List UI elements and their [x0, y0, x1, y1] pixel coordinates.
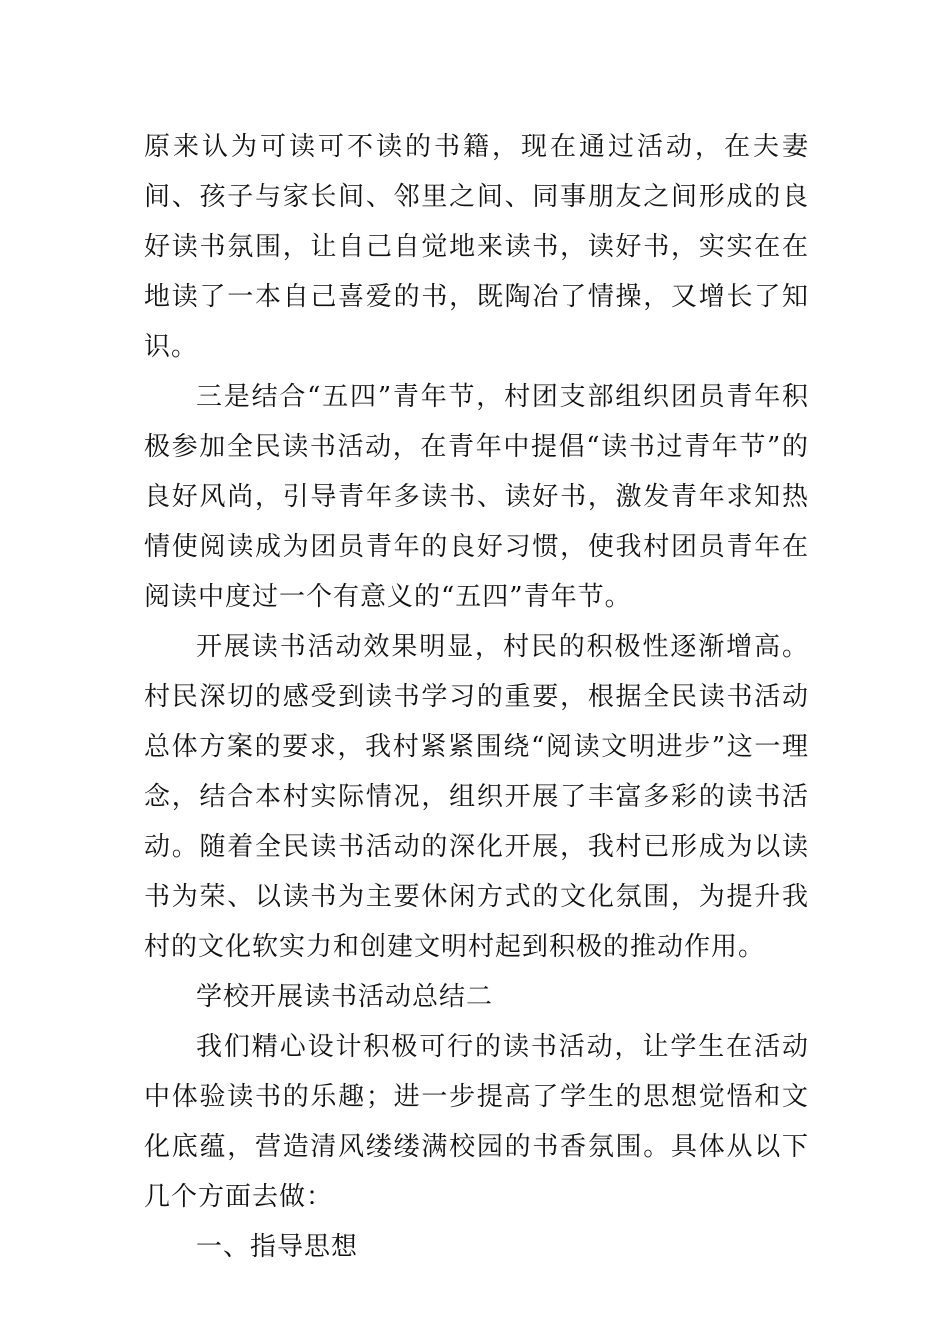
paragraph-results: 开展读书活动效果明显，村民的积极性逐渐增高。村民深切的感受到读书学习的重要，根据全民读书活动总体方案的要求，我村紧紧围绕“阅读文明进步”这一理念，结合本村实际情况，组织开展了丰富多彩的读书活动。随着全民读书活动的深化开展，我村已形成为以读书为荣、以读书为主要休闲方式的文化氛围，为提升我村的文化软实力和创建文明村起到积极的推动作用。 [144, 632, 809, 962]
section-title: 学校开展读书活动总结二 [196, 982, 494, 1012]
paragraph-youth-day: 三是结合“五四”青年节，村团支部组织团员青年积极参加全民读书活动，在青年中提倡“读书过青年节”的良好风尚，引导青年多读书、读好书，激发青年求知热情使阅读成为团员青年的良好习惯，使我村团员青年在阅读中度过一个有意义的“五四”青年节。 [144, 382, 809, 612]
paragraph-intro: 我们精心设计积极可行的读书活动，让学生在活动中体验读书的乐趣；进一步提高了学生的思想觉悟和文化底蕴，营造清风缕缕满校园的书香氛围。具体从以下几个方面去做： [144, 1032, 809, 1212]
subsection-heading: 一、指导思想 [196, 1232, 359, 1262]
document-body [144, 122, 809, 1272]
paragraph-continuation: 原来认为可读可不读的书籍，现在通过活动，在夫妻间、孩子与家长间、邻里之间、同事朋友之间形成的良好读书氛围，让自己自觉地来读书，读好书，实实在在地读了一本自己喜爱的书，既陶冶了情操，又增长了知识。 [144, 132, 809, 362]
